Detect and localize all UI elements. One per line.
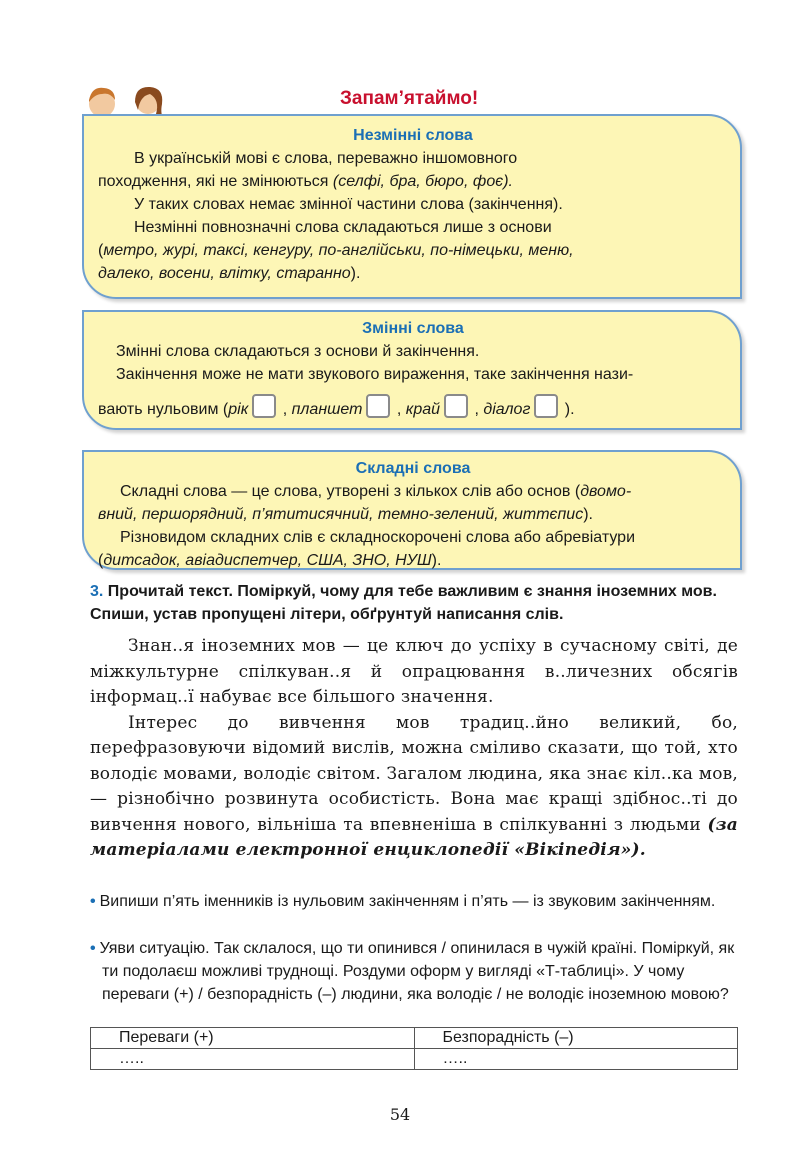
task-text: Прочитай текст. Поміркуй, чому для тебе важливим є знання іноземних мов. Спиши, устав пропущені літери, обґрунтуй написання слів. xyxy=(90,583,717,623)
source-citation: (за матеріалами електронної енциклопедії «Вікіпедія»). xyxy=(90,814,738,860)
bullet-icon: • xyxy=(90,893,96,910)
page-number: 54 xyxy=(389,1105,411,1124)
rule-line: Складні слова — це слова, утворені з кількох слів або основ (двомо- xyxy=(120,483,632,500)
table-header-row xyxy=(91,1028,738,1049)
reading-text xyxy=(90,634,738,864)
zero-ending-square xyxy=(534,394,558,418)
box-title-compound: Складні слова xyxy=(355,460,471,477)
rule-line: У таких словах немає змінної частини слова (закінчення). xyxy=(134,196,563,213)
table-cell: ….. xyxy=(91,1049,415,1070)
rule-line: (дитсадок, авіадиспетчер, США, ЗНО, НУШ). xyxy=(98,552,442,569)
unchangeable-words-box xyxy=(82,114,742,299)
rule-line: далеко, восени, влітку, старанно). xyxy=(98,265,361,282)
rule-line: (метро, журі, таксі, кенгуру, по-англійськи, по-німецьки, меню, xyxy=(98,242,574,259)
paragraph: Знан..я іноземних мов — це ключ до успіху в сучасному світі, де міжкультурне спілкуван..я й опрацювання в..личезних обсягів інформац..ї набуває все більшого значення. xyxy=(90,636,738,707)
bullet-icon: • xyxy=(90,940,96,957)
compound-words-box xyxy=(82,450,742,570)
task-3 xyxy=(90,580,750,626)
task-number: 3. xyxy=(90,583,104,600)
rule-line: Закінчення може не мати звукового вираження, таке закінчення нази- xyxy=(116,366,634,383)
changeable-words-box xyxy=(82,310,742,430)
table-row xyxy=(91,1049,738,1070)
rule-line: вають нульовим (рік , планшет , край , діалог ). xyxy=(98,394,728,421)
paragraph: Інтерес до вивчення мов традиц..йно великий, бо, перефразовуючи відомий вислів, можна сміливо сказати, що той, хто володіє мовами, володіє світом. Загалом людина, яка знає кіл..ка мов, — різнобічно розвинута особистість. Вона має кращі здібнос..ті до вивчення нового, вільніша та впевненіша в спілкуванні з людьми (за матеріалами електронної енциклопедії «Вікіпедія»). xyxy=(90,712,738,860)
bullet-item: • Випиши п’ять іменників із нульовим закінченням і п’ять — із звуковим закінченням. xyxy=(90,893,716,910)
rule-line: вний, першорядний, п’ятитисячний, темно-зелений, життєпис). xyxy=(98,506,593,523)
rule-line: Різновидом складних слів є складноскорочені слова або абревіатури xyxy=(120,529,636,546)
table-header-advantages: Переваги (+) xyxy=(91,1028,415,1049)
box-title-changeable: Змінні слова xyxy=(362,320,464,337)
zero-ending-square xyxy=(366,394,390,418)
remember-title: Запам’ятаймо! xyxy=(340,88,479,109)
rule-line: Незмінні повнозначні слова складаються лише з основи xyxy=(134,219,552,236)
table-header-helplessness: Безпорадність (–) xyxy=(414,1028,738,1049)
rule-line: походження, які не змінюються (селфі, бра, бюро, фоє). xyxy=(98,173,513,190)
zero-ending-square xyxy=(252,394,276,418)
box-title-unchangeable: Незмінні слова xyxy=(353,127,473,144)
zero-ending-square xyxy=(444,394,468,418)
rule-line: Змінні слова складаються з основи й закінчення. xyxy=(116,343,480,360)
t-table xyxy=(90,1027,738,1070)
bullet-item: • Уяви ситуацію. Так склалося, що ти опинився / опинилася в чужій країні. Поміркуй, як ти подолаєш можливі труднощі. Роздуми оформ у вигляді «Т-таблиці». У чому переваги (+) / безпорадність (–) людини, яка володіє / не володіє іноземною мовою? xyxy=(90,940,735,1003)
rule-line: В українській мові є слова, переважно іншомовного xyxy=(134,150,518,167)
table-cell: ….. xyxy=(414,1049,738,1070)
